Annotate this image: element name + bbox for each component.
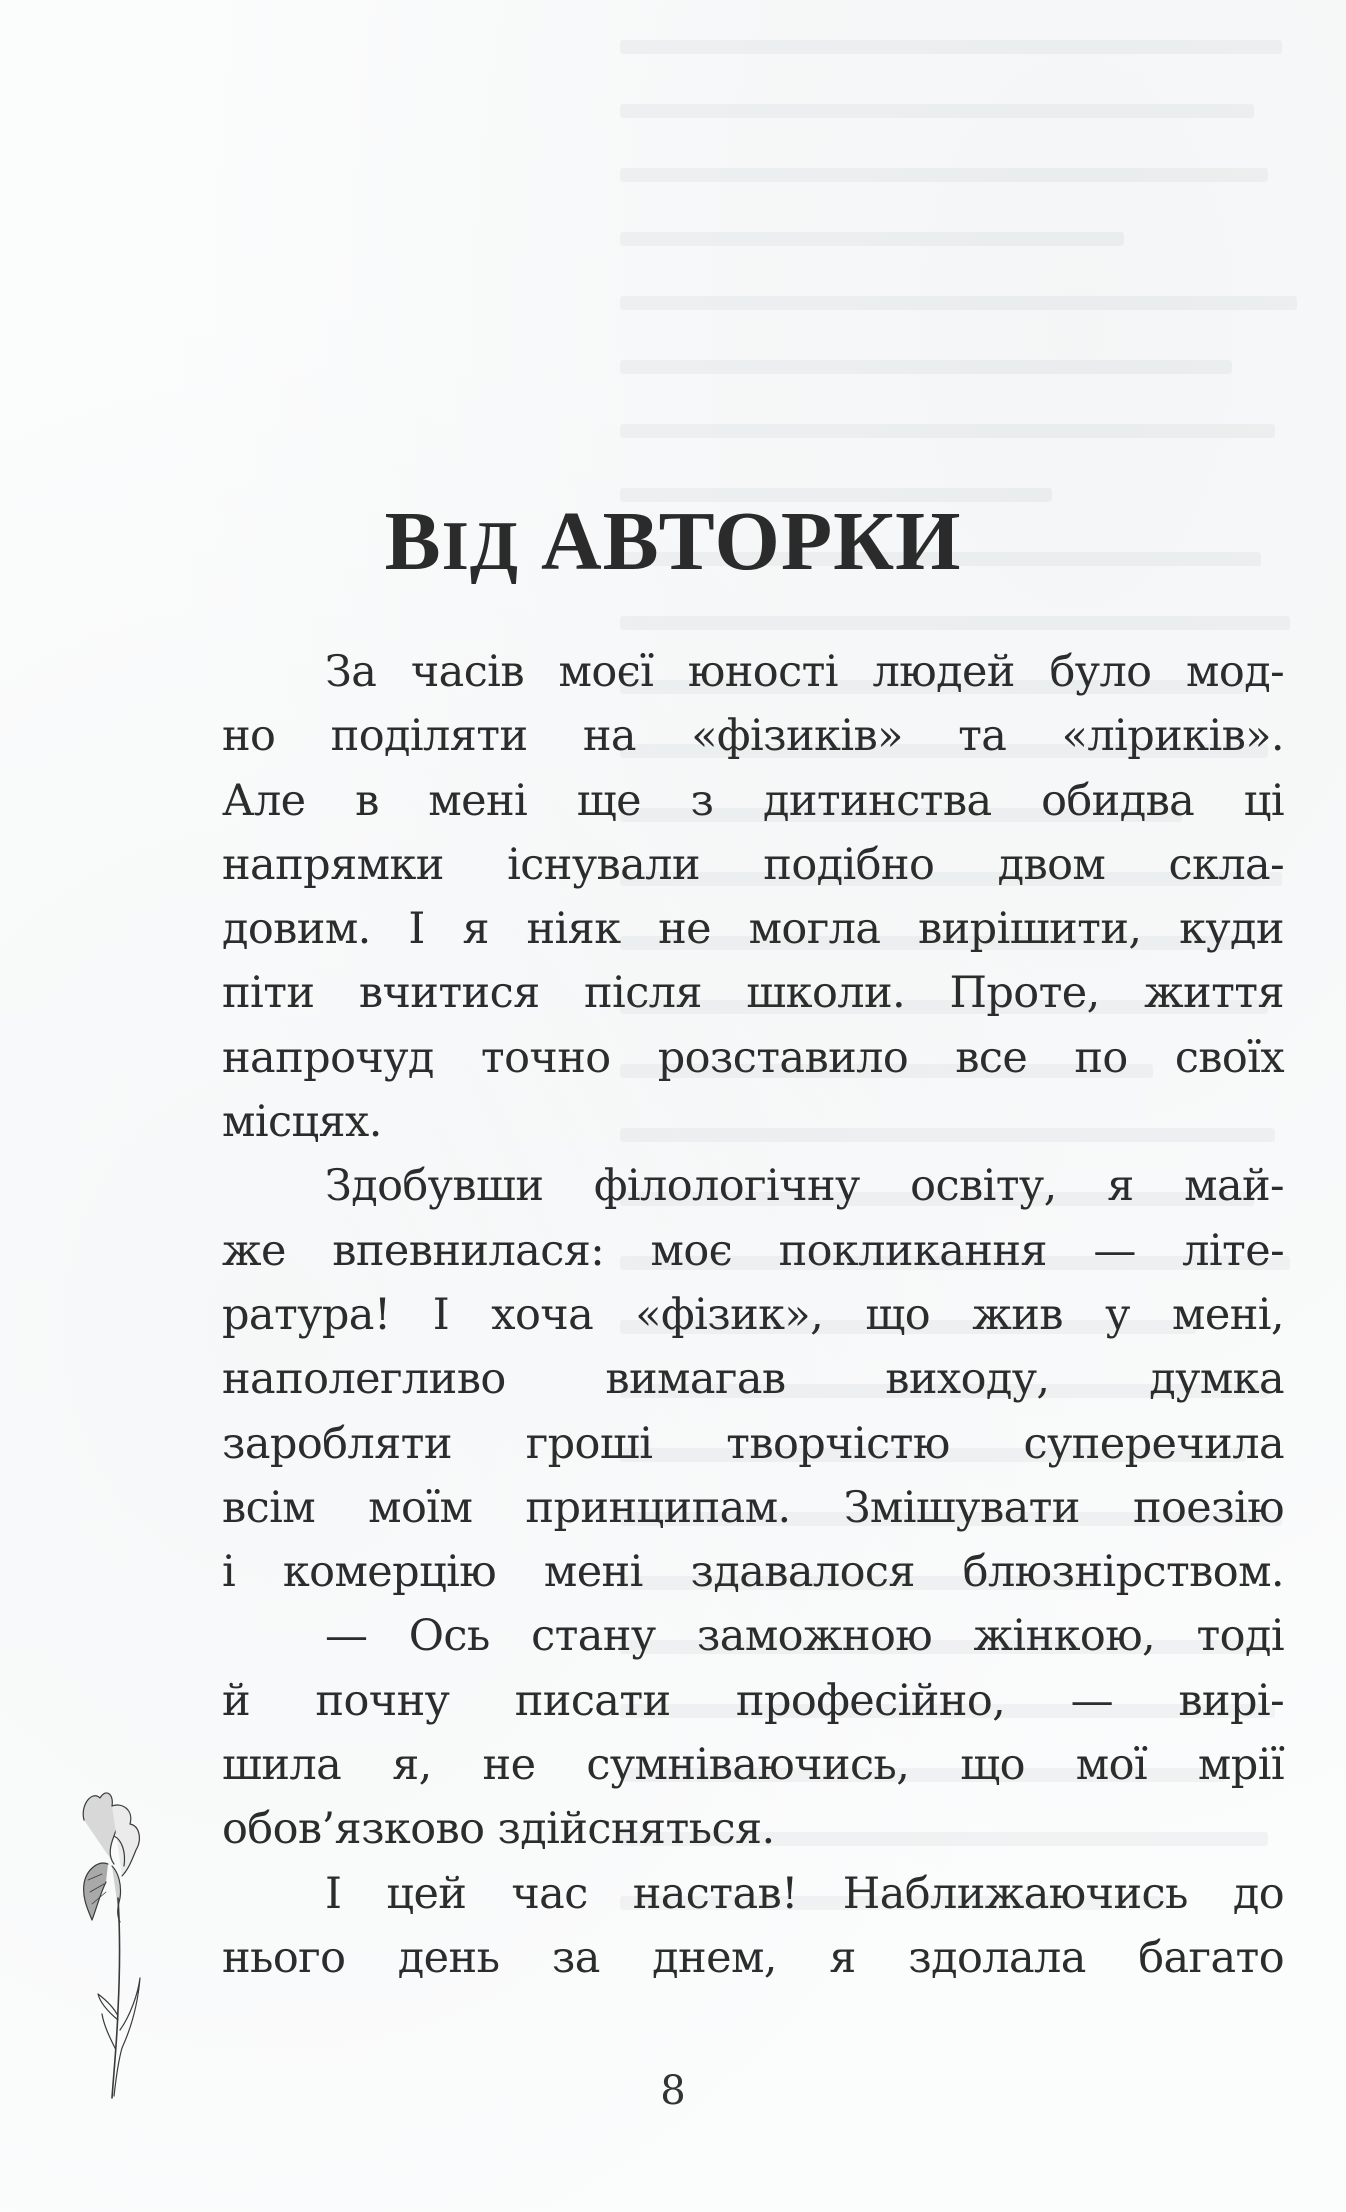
- text-line: місцях.: [222, 1097, 382, 1148]
- text-line: шила я, не сумніваючись, що мої мрії: [222, 1740, 1284, 1791]
- text-line: і комерцію мені здавалося блюзнірством.: [222, 1547, 1284, 1598]
- text-line: но поділяти на «фізиків» та «ліриків».: [222, 711, 1284, 762]
- title-initial: В: [384, 495, 442, 588]
- text-line: напрямки існували подібно двом скла-: [222, 839, 1284, 890]
- page-title: [0, 495, 1346, 588]
- text-line: всім моїм принципам. Змішувати поезію: [222, 1482, 1284, 1533]
- body-text: [222, 640, 1284, 1990]
- text-line: же впевнилася: моє покликання — літе-: [222, 1225, 1284, 1276]
- text-line: піти вчитися після школи. Проте, життя: [222, 968, 1284, 1019]
- text-line: й почну писати професійно, — вирі-: [222, 1675, 1284, 1726]
- title-rest-first-word: ІД: [441, 508, 520, 585]
- text-line: нього день за днем, я здолала багато: [222, 1932, 1284, 1983]
- text-line: І цей час настав! Наближаючись до: [325, 1868, 1284, 1919]
- text-line: ратура! І хоча «фізик», що жив у мені,: [222, 1289, 1284, 1340]
- text-line: напрочуд точно розставило все по своїх: [222, 1032, 1284, 1083]
- text-line: обов’язково здійсняться.: [222, 1804, 775, 1855]
- title-second-word: АВТОРКИ: [541, 495, 962, 588]
- iris-flower-icon: [62, 1780, 182, 2100]
- page-number: 8: [660, 2068, 686, 2114]
- text-line: заробляти гроші творчістю суперечила: [222, 1418, 1284, 1469]
- text-line: довим. І я ніяк не могла вирішити, куди: [222, 904, 1284, 955]
- text-line: — Ось стану заможною жінкою, тоді: [325, 1611, 1284, 1662]
- text-line: Але в мені ще з дитинства обидва ці: [222, 775, 1284, 826]
- text-line: За часів моєї юності людей було мод-: [325, 647, 1284, 697]
- text-line: Здобувши філологічну освіту, я май-: [325, 1161, 1284, 1212]
- text-line: наполегливо вимагав виходу, думка: [222, 1354, 1284, 1405]
